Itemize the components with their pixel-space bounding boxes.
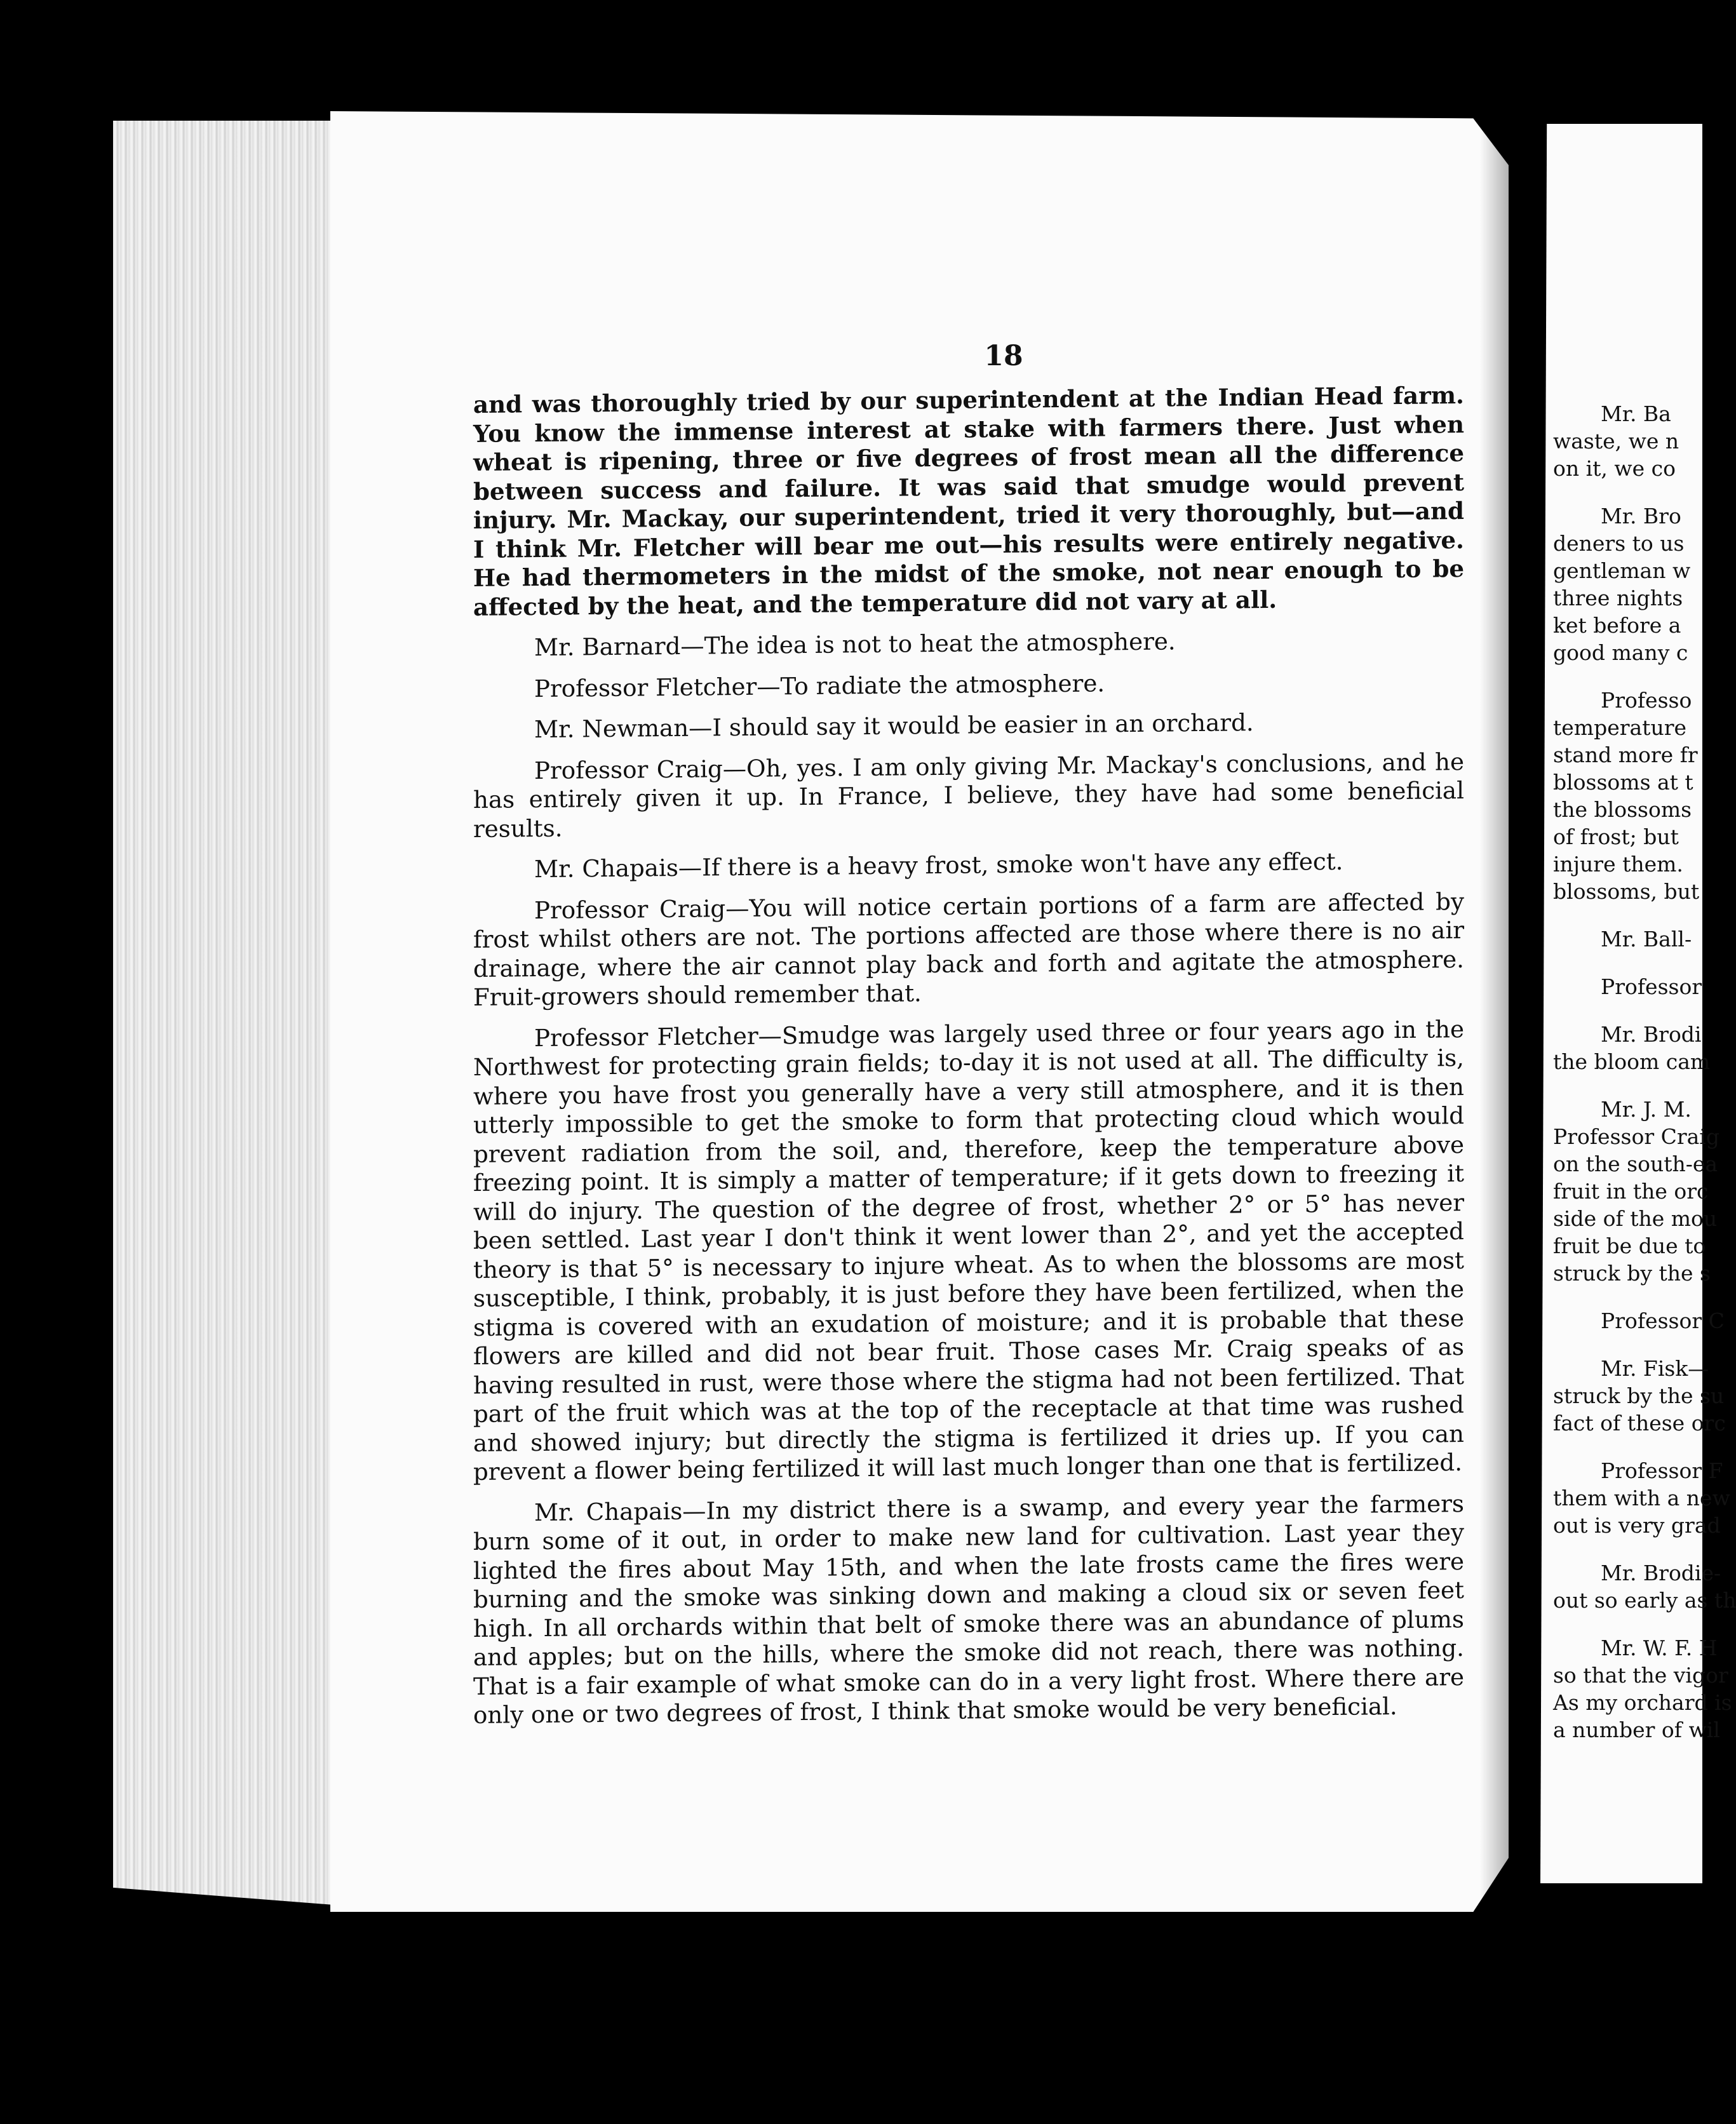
right-line: Mr. Fisk— xyxy=(1601,1356,1709,1381)
right-line: the bloom cam xyxy=(1553,1049,1711,1074)
right-line: Mr. W. F. H xyxy=(1601,1636,1718,1660)
paragraph: Professor Craig—Oh, yes. I am only giving Mr. Mackay's conclusions, and he has entirely given it up. In France, I believe, they have had some beneficial results. xyxy=(473,747,1464,843)
paragraph: Mr. Barnard—The idea is not to heat the atmosphere. xyxy=(534,627,1176,662)
main-text-column xyxy=(473,381,1464,1742)
right-line: fruit in the orc xyxy=(1553,1179,1709,1204)
right-line: blossoms at t xyxy=(1553,770,1693,795)
page-number: 18 xyxy=(984,340,1023,372)
right-line: Professor Craig xyxy=(1553,1124,1719,1149)
right-line: side of the mou xyxy=(1553,1206,1718,1231)
right-line: gentleman w xyxy=(1553,558,1691,583)
right-line: Mr. Brodi xyxy=(1601,1022,1702,1047)
right-line: waste, we n xyxy=(1553,429,1679,454)
right-line: out is very grad xyxy=(1553,1513,1721,1538)
paragraph: Mr. Newman—I should say it would be easier in an orchard. xyxy=(534,708,1254,744)
right-line: fruit be due to xyxy=(1553,1233,1706,1258)
paragraph: Mr. Chapais—In my district there is a swamp, and every year the farmers burn some of it out, in order to make new land for cultivation. Last year they lighted the fires about May 15th, and when the late frosts came the fires were burning and the smoke was sinking down and making a cloud six or seven feet high. In all orchards within that belt of smoke there was an abundance of plums and apples; but on the hills, where the smoke did not reach, there was nothing. That is a fair example of what smoke can do in a very light frost. Where there are only one or two degrees of frost, I think that smoke would be very beneficial. xyxy=(473,1489,1464,1729)
right-line: them with a new xyxy=(1553,1486,1730,1510)
right-line: Professor F xyxy=(1601,1458,1723,1483)
paragraph: Professor Fletcher—To radiate the atmosphere. xyxy=(534,668,1105,702)
right-line: struck by the su xyxy=(1553,1383,1725,1408)
right-line: of frost; but xyxy=(1553,824,1679,849)
right-line: struck by the s xyxy=(1553,1261,1711,1286)
right-line: Mr. Ball- xyxy=(1601,927,1692,951)
right-line: ket before a xyxy=(1553,613,1681,638)
page-edge-stack xyxy=(113,121,342,1906)
right-line: blossoms, but xyxy=(1553,879,1700,904)
right-line: Professo xyxy=(1601,688,1692,713)
gutter-shadow xyxy=(1480,121,1537,1902)
right-line: Mr. Bro xyxy=(1601,504,1681,528)
paragraph: Professor Fletcher—Smudge was largely used three or four years ago in the Northwest for protecting grain fields; to-day it is not used at all. The difficulty is, where you have frost you generally have a very still atmosphere, and it is then utterly impossible to get the smoke to form that protecting cloud which would prevent radiation from the soil, and, therefore, keep the temperature above freezing point. It is simply a matter of temperature; if it gets down to freezing it will do injury. The question of the degree of frost, whether 2° or 5° has never been settled. Last year I don't think it went lower than 2°, and yet the accepted theory is that 5° is necessary to injure wheat. As to when the blossoms are most susceptible, I think, probably, it is just before they have been fertilized, when the stigma is covered with an exudation of moisture; and it is probable that these flowers are killed and did not bear fruit. Those cases Mr. Craig speaks of as having resulted in rust, were those where the stigma had not been fertilized. That part of the fruit which was at the top of the receptacle at that time was rushed and showed injury; but directly the stigma is fertilized it dries up. If you can prevent a flower being fertilized it will last much longer than one that is fertilized. xyxy=(473,1014,1464,1486)
right-line: stand more fr xyxy=(1553,743,1698,767)
right-line: temperature xyxy=(1553,715,1687,740)
right-line: deners to us xyxy=(1553,531,1685,556)
right-line: a number of wil xyxy=(1553,1717,1720,1742)
right-line: injure them. xyxy=(1553,852,1683,877)
right-line: three nights xyxy=(1553,586,1683,610)
right-line: fact of these orc xyxy=(1553,1411,1726,1435)
right-line: Professor C xyxy=(1601,1308,1725,1333)
paragraph: and was thoroughly tried by our superintendent at the Indian Head farm. You know the immense interest at stake with farmers there. Just when wheat is ripening, three or five degrees of frost mean all the difference between success and failure. It was said that smudge would prevent injury. Mr. Mackay, our superintendent, tried it very thoroughly, but—and I think Mr. Fletcher will bear me out—his results were entirely negative. He had thermometers in the midst of the smoke, not near enough to be affected by the heat, and the temperature did not vary at all. xyxy=(473,381,1464,621)
right-line: Mr. J. M. xyxy=(1601,1097,1692,1122)
paragraph: Professor Craig—You will notice certain portions of a farm are affected by frost whilst others are not. The portions affected are those where there is no air drainage, where the air cannot play back and forth and agitate the atmosphere. Fruit-growers should remember that. xyxy=(473,887,1464,1011)
right-line: As my orchard is xyxy=(1553,1690,1732,1715)
right-line: good many c xyxy=(1553,640,1688,665)
right-line: Mr. Brodie- xyxy=(1601,1561,1721,1585)
right-page-text xyxy=(1553,400,1736,1744)
right-line: Professor xyxy=(1601,974,1702,999)
paragraph: Mr. Chapais—If there is a heavy frost, smoke won't have any effect. xyxy=(534,847,1343,884)
right-line: the blossoms xyxy=(1553,797,1692,822)
right-line: so that the vigor xyxy=(1553,1663,1728,1688)
right-line: out so early as th xyxy=(1553,1588,1736,1613)
right-line: Mr. Ba xyxy=(1601,401,1671,426)
right-line: on the south-ea xyxy=(1553,1152,1718,1176)
right-line: on it, we co xyxy=(1553,456,1676,481)
